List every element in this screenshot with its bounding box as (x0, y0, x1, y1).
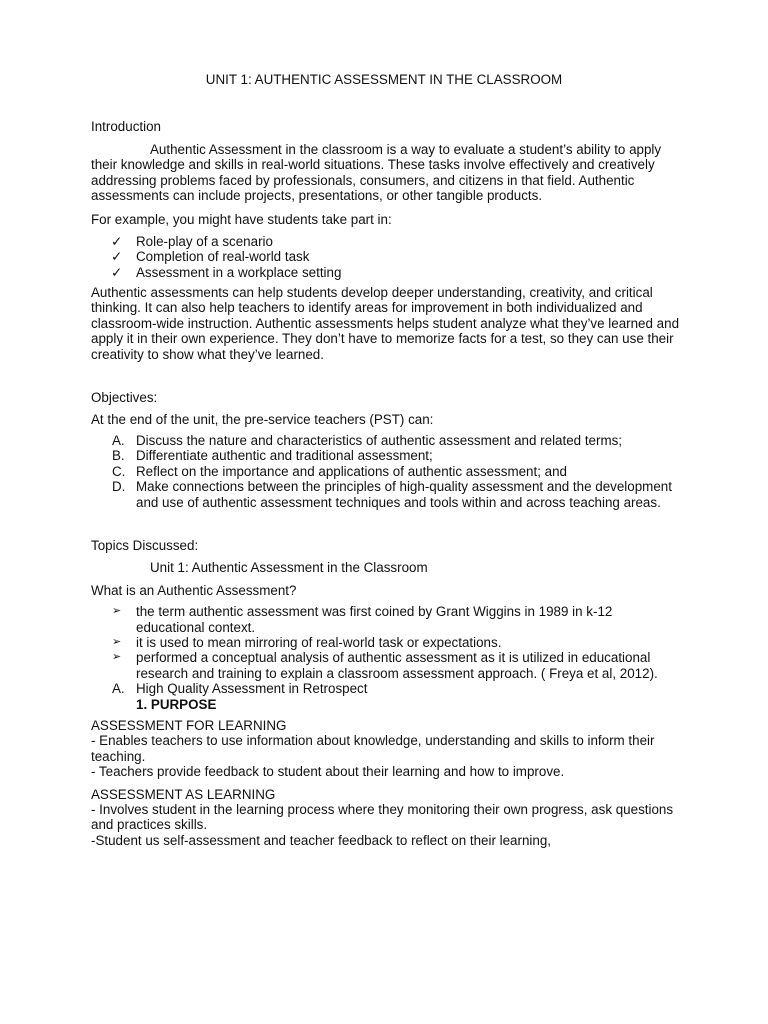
example-intro: For example, you might have students take part in: (91, 212, 392, 228)
afl-line-2: - Teachers provide feedback to student about their learning and how to improve. (91, 764, 565, 780)
arrow-bullet-icon: ➢ (112, 605, 122, 618)
list-item: B. Differentiate authentic and traditional assessment; (112, 448, 433, 464)
list-item: A. Discuss the nature and characteristics of authentic assessment and related terms; (112, 432, 623, 448)
list-item: ➢ it is used to mean mirroring of real-world task or expectations. (112, 634, 502, 650)
aal-heading: ASSESSMENT AS LEARNING (91, 786, 276, 802)
check-icon: ✓ (111, 233, 123, 249)
aal-line-1: - Involves student in the learning process where they monitoring their own progress, ask questions and practices skills. (91, 802, 674, 833)
page-title: UNIT 1: AUTHENTIC ASSESSMENT IN THE CLASSROOM (205, 72, 563, 87)
afl-line-1: - Enables teachers to use information about knowledge, understanding and skills to inform their teaching. (91, 733, 655, 764)
list-item: C. Reflect on the importance and applications of authentic assessment; and (112, 463, 567, 479)
purpose-label: 1. PURPOSE (136, 696, 217, 712)
example-list (91, 234, 681, 280)
list-item: ➢ performed a conceptual analysis of authentic assessment as it is utilized in educational research and training to explain a classroom assessment approach. ( Freya et al, 2012). (112, 650, 658, 681)
arrow-bullet-icon: ➢ (112, 635, 122, 648)
afl-heading: ASSESSMENT FOR LEARNING (91, 718, 287, 733)
list-item: ➢ the term authentic assessment was first coined by Grant Wiggins in 1989 in k-12 educational context. (112, 604, 613, 635)
list-item: ✓ Assessment in a workplace setting (111, 264, 342, 280)
topics-heading: Topics Discussed: (91, 537, 199, 553)
check-icon: ✓ (111, 264, 123, 280)
intro-heading: Introduction (91, 119, 161, 135)
hqa-list (91, 681, 681, 696)
list-item: A. High Quality Assessment in Retrospect (112, 681, 368, 697)
intro-paragraph: Authentic Assessment in the classroom is a way to evaluate a student’s ability to apply their knowledge and skills in real-world situations. These tasks involve effectively and creatively addressing problems faced by professionals, consumers, and citizens in that field. Authentic assessments can include projects, presentations, or other tangible products. (91, 141, 662, 204)
objectives-heading: Objectives: (91, 390, 158, 406)
topics-unit: Unit 1: Authentic Assessment in the Classroom (150, 560, 428, 576)
objectives-list (91, 433, 681, 510)
what-is-heading: What is an Authentic Assessment? (91, 582, 297, 598)
list-item: D. Make connections between the principles of high-quality assessment and the development and use of authentic assessment techniques and tools within and across teaching areas. (112, 479, 672, 510)
what-is-list (91, 604, 681, 681)
aal-line-2: -Student us self-assessment and teacher feedback to reflect on their learning, (91, 832, 552, 848)
check-icon: ✓ (111, 249, 123, 265)
objectives-intro: At the end of the unit, the pre-service teachers (PST) can: (91, 411, 434, 427)
arrow-bullet-icon: ➢ (112, 651, 122, 664)
list-item: ✓ Completion of real-world task (111, 249, 310, 265)
list-item: ✓ Role-play of a scenario (111, 233, 273, 249)
benefits-paragraph: Authentic assessments can help students develop deeper understanding, creativity, and critical thinking. It can also help teachers to identify areas for improvement in both individualized and classroom-wide instruction. Authentic assessments helps student analyze what they’ve learned and apply it in their own experience. They don’t have to memorize facts for a test, so they can use their creativity to show what they’ve learned. (91, 285, 680, 362)
document-page (91, 72, 681, 848)
